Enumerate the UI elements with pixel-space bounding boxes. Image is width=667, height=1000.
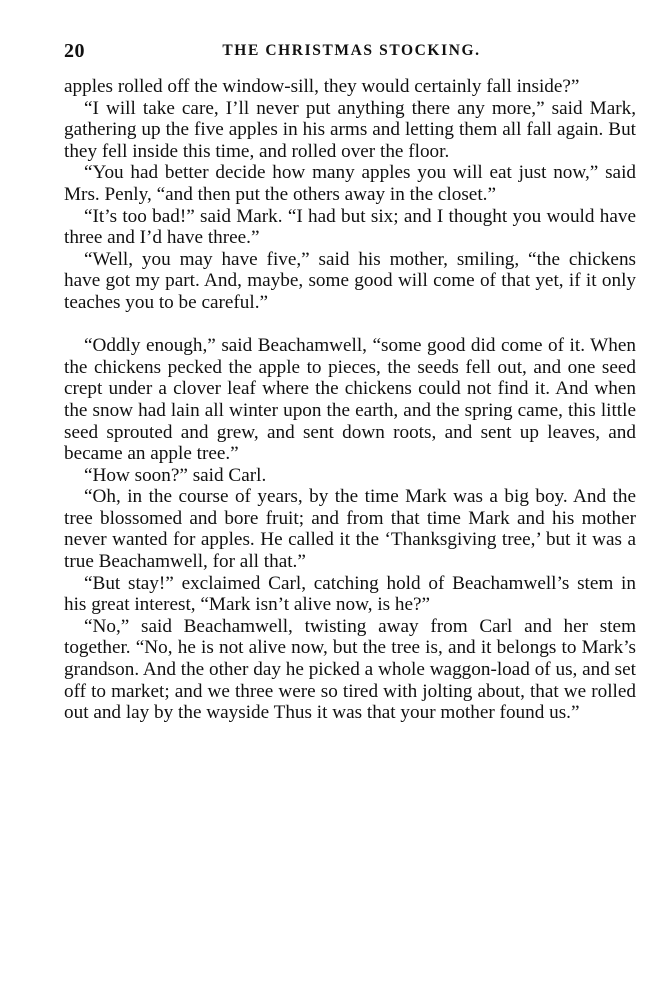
paragraph: “But stay!” exclaimed Carl, catching hold of Beachamwell’s stem in his great interest, “Mark isn’t alive now, is he?” — [64, 572, 636, 616]
body-text — [64, 76, 636, 724]
paragraph: “It’s too bad!” said Mark. “I had but six; and I thought you would have three and I’d have three.” — [64, 205, 636, 249]
paragraph: “No,” said Beachamwell, twisting away from Carl and her stem together. “No, he is not alive now, but the tree is, and it belongs to Mark’s grandson. And the other day he picked a whole waggon-load of us, and set off to market; and we three were so tired with jolting about, that we rolled out and lay by the wayside Thus it was that your mother found us.” — [64, 615, 636, 724]
paragraph: “How soon?” said Carl. — [84, 464, 267, 486]
paragraph: “You had better decide how many apples you will eat just now,” said Mrs. Penly, “and then put the others away in the closet.” — [64, 162, 636, 205]
paragraph: “Well, you may have five,” said his mother, smiling, “the chickens have got my part. And, maybe, some good will come of that yet, if it only teaches you to be careful.” — [64, 248, 636, 313]
page-number: 20 — [64, 40, 85, 62]
page-header — [64, 40, 639, 68]
paragraph-continued: apples rolled off the window-sill, they would certainly fall inside?” — [64, 76, 580, 97]
paragraph: “I will take care, I’ll never put anything there any more,” said Mark, gathering up the five apples in his arms and letting them all fall again. But they fell inside this time, and rolled over the floor. — [64, 97, 636, 162]
paragraph: “Oddly enough,” said Beachamwell, “some good did come of it. When the chickens pecked the apple to pieces, the seeds fell out, and one seed crept under a clover leaf where the chickens could not find it. And when the snow had lain all winter upon the earth, and the spring came, this little seed sprouted and grew, and sent down roots, and sent up leaves, and became an apple tree.” — [64, 335, 636, 465]
running-title: THE CHRISTMAS STOCKING. — [222, 42, 481, 59]
paragraph: “Oh, in the course of years, by the time Mark was a big boy. And the tree blossomed and bore fruit; and from that time Mark and his mother never wanted for apples. He called it the ‘Thanksgiving tree,’ but it was a true Beachamwell, for all that.” — [64, 486, 636, 573]
